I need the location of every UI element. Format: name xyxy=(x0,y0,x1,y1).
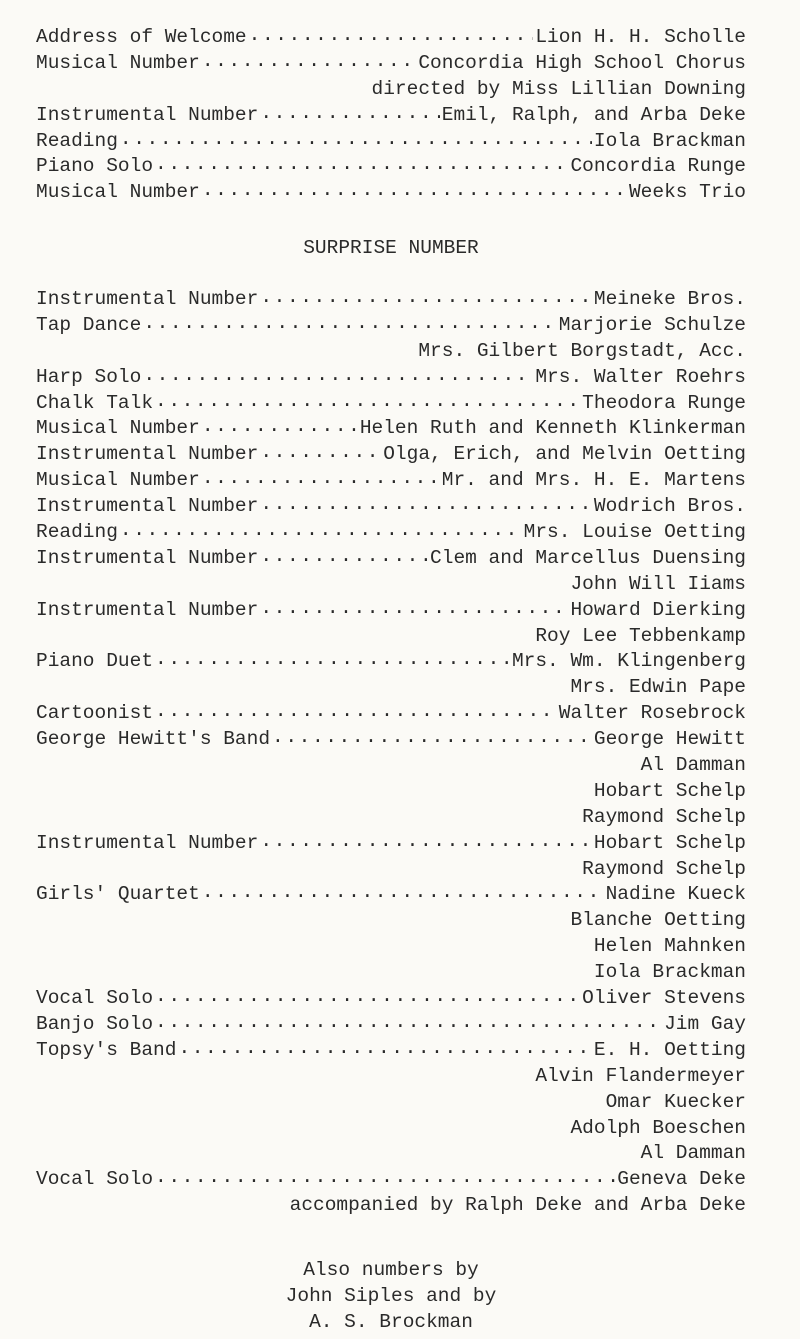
program-entry-continuation xyxy=(36,1116,746,1142)
performer-name: Hobart Schelp xyxy=(593,831,746,854)
performer-name: Marjorie Schulze xyxy=(558,313,746,336)
dot-leader xyxy=(143,363,533,389)
program-entry xyxy=(36,831,746,857)
performer-name: directed by Miss Lillian Downing xyxy=(371,77,746,100)
dot-leader xyxy=(260,596,568,622)
dot-leader xyxy=(155,1165,615,1191)
program-entry xyxy=(36,154,746,180)
program-entry xyxy=(36,598,746,624)
performer-name: Omar Kuecker xyxy=(605,1090,746,1113)
program-entry xyxy=(36,701,746,727)
program-entry-continuation xyxy=(36,908,746,934)
act-label: Harp Solo xyxy=(36,365,142,388)
dot-leader xyxy=(260,492,592,518)
act-label: Instrumental Number xyxy=(36,546,259,569)
performer-name: Mrs. Gilbert Borgstadt, Acc. xyxy=(418,339,746,362)
closing-note xyxy=(36,1258,746,1336)
program-entry-continuation xyxy=(36,857,746,883)
program-entry-continuation xyxy=(36,1141,746,1167)
act-label: Musical Number xyxy=(36,469,200,492)
act-label: Girls' Quartet xyxy=(36,883,200,906)
program-entry xyxy=(36,1012,746,1038)
dot-leader xyxy=(143,311,556,337)
dot-leader xyxy=(260,285,592,311)
surprise-heading-block xyxy=(36,236,746,262)
dot-leader xyxy=(202,49,417,75)
performer-name: Mrs. Edwin Pape xyxy=(570,676,746,699)
performer-name: Mrs. Walter Roehrs xyxy=(535,365,746,388)
act-label: Cartoonist xyxy=(36,702,154,725)
dot-leader xyxy=(155,984,580,1010)
dot-leader xyxy=(202,880,604,906)
program-entry xyxy=(36,25,746,51)
program-entry-continuation xyxy=(36,960,746,986)
program-entry xyxy=(36,51,746,77)
program-entry-continuation xyxy=(36,77,746,103)
performer-name: Howard Dierking xyxy=(570,598,746,621)
program-entry xyxy=(36,727,746,753)
dot-leader xyxy=(202,178,627,204)
program-entry xyxy=(36,986,746,1012)
program-entry-continuation xyxy=(36,624,746,650)
program-entry-continuation xyxy=(36,339,746,365)
dot-leader xyxy=(202,466,440,492)
performer-name: George Hewitt xyxy=(593,728,746,751)
performer-name: Roy Lee Tebbenkamp xyxy=(535,624,746,647)
program-entry xyxy=(36,391,746,417)
program-entry xyxy=(36,882,746,908)
act-label: Piano Solo xyxy=(36,155,154,178)
program-entry-continuation xyxy=(36,1090,746,1116)
act-label: Address of Welcome xyxy=(36,26,247,48)
program-entry xyxy=(36,180,746,206)
program-entry-continuation xyxy=(36,1193,746,1219)
program-entry xyxy=(36,103,746,129)
program-entry-continuation xyxy=(36,1064,746,1090)
act-label: Instrumental Number xyxy=(36,598,259,621)
performer-name: Iola Brackman xyxy=(593,129,746,152)
performer-name: Walter Rosebrock xyxy=(558,702,746,725)
act-label: Instrumental Number xyxy=(36,443,259,466)
dot-leader xyxy=(155,699,557,725)
act-label: Instrumental Number xyxy=(36,288,259,310)
performer-name: Mrs. Louise Oetting xyxy=(523,521,746,544)
performer-name: Hobart Schelp xyxy=(593,779,746,802)
act-label: Musical Number xyxy=(36,51,200,74)
act-label: Reading xyxy=(36,521,118,544)
program-entry-continuation xyxy=(36,753,746,779)
program-entry-continuation xyxy=(36,805,746,831)
performer-name: Jim Gay xyxy=(664,1012,746,1035)
performer-name: Al Damman xyxy=(640,1142,746,1165)
performer-name: accompanied by Ralph Deke and Arba Deke xyxy=(289,1194,746,1217)
performer-name: Geneva Deke xyxy=(617,1168,746,1191)
act-label: Musical Number xyxy=(36,181,200,204)
act-label: Instrumental Number xyxy=(36,495,259,518)
performer-name: Raymond Schelp xyxy=(582,857,746,880)
performer-name: Raymond Schelp xyxy=(582,805,746,828)
dot-leader xyxy=(249,23,534,49)
performer-name: Iola Brackman xyxy=(593,961,746,984)
dot-leader xyxy=(260,440,381,466)
act-label: Topsy's Band xyxy=(36,1038,177,1061)
performer-name: Concordia High School Chorus xyxy=(418,51,746,74)
program-entry-continuation xyxy=(36,675,746,701)
program-entry xyxy=(36,1167,746,1193)
dot-leader xyxy=(120,127,592,153)
performer-name: Helen Ruth and Kenneth Klinkerman xyxy=(359,417,746,440)
program-entry-continuation xyxy=(36,779,746,805)
act-label: Vocal Solo xyxy=(36,1168,154,1191)
dot-leader xyxy=(260,101,439,127)
act-label: Vocal Solo xyxy=(36,987,154,1010)
program-entry xyxy=(36,520,746,546)
performer-name: Blanche Oetting xyxy=(570,909,746,932)
program-entry xyxy=(36,494,746,520)
closing-line: Also numbers by xyxy=(303,1259,479,1281)
closing-line: John Siples and by xyxy=(285,1284,497,1307)
dot-leader xyxy=(178,1036,591,1062)
act-label: Piano Duet xyxy=(36,650,154,673)
program-part-2 xyxy=(36,287,746,1219)
program-entry xyxy=(36,442,746,468)
program-entry xyxy=(36,416,746,442)
dot-leader xyxy=(155,389,580,415)
act-label: Reading xyxy=(36,129,118,152)
program-entry xyxy=(36,546,746,572)
closing-line: A. S. Brockman xyxy=(309,1310,473,1333)
program-entry xyxy=(36,287,746,313)
performer-name: Adolph Boeschen xyxy=(570,1116,746,1139)
performer-name: Wodrich Bros. xyxy=(593,495,746,518)
act-label: Instrumental Number xyxy=(36,831,259,854)
performer-name: E. H. Oetting xyxy=(593,1038,746,1061)
program-entry xyxy=(36,468,746,494)
performer-name: Weeks Trio xyxy=(628,181,746,204)
dot-leader xyxy=(155,647,510,673)
dot-leader xyxy=(120,518,522,544)
dot-leader xyxy=(272,725,592,751)
dot-leader xyxy=(202,414,358,440)
act-label: Musical Number xyxy=(36,417,200,440)
performer-name: Oliver Stevens xyxy=(582,987,746,1010)
program-entry xyxy=(36,365,746,391)
act-label: George Hewitt's Band xyxy=(36,728,271,751)
performer-name: Emil, Ralph, and Arba Deke xyxy=(441,103,746,126)
dot-leader xyxy=(155,152,568,178)
act-label: Tap Dance xyxy=(36,313,142,336)
performer-name: Nadine Kueck xyxy=(605,883,746,906)
performer-name: Clem and Marcellus Duensing xyxy=(430,546,746,569)
dot-leader xyxy=(155,1010,662,1036)
performer-name: Al Damman xyxy=(640,754,746,777)
program-part-1 xyxy=(36,25,746,206)
dot-leader xyxy=(260,829,592,855)
performer-name: Olga, Erich, and Melvin Oetting xyxy=(383,443,746,466)
performer-name: Meineke Bros. xyxy=(593,288,746,310)
performer-name: Theodora Runge xyxy=(582,391,746,414)
performer-name: Lion H. H. Scholle xyxy=(535,26,746,48)
act-label: Instrumental Number xyxy=(36,103,259,126)
performer-name: Alvin Flandermeyer xyxy=(535,1064,746,1087)
performer-name: Helen Mahnken xyxy=(593,935,746,958)
surprise-heading: SURPRISE NUMBER xyxy=(303,237,479,259)
program-entry xyxy=(36,313,746,339)
performer-name: Concordia Runge xyxy=(570,155,746,178)
performer-name: John Will Iiams xyxy=(570,572,746,595)
program-entry-continuation xyxy=(36,934,746,960)
program-entry xyxy=(36,649,746,675)
act-label: Chalk Talk xyxy=(36,391,154,414)
performer-name: Mrs. Wm. Klingenberg xyxy=(511,650,746,673)
act-label: Banjo Solo xyxy=(36,1012,154,1035)
performer-name: Mr. and Mrs. H. E. Martens xyxy=(441,469,746,492)
program-entry-continuation xyxy=(36,572,746,598)
program-entry xyxy=(36,129,746,155)
dot-leader xyxy=(260,544,428,570)
program-entry xyxy=(36,1038,746,1064)
